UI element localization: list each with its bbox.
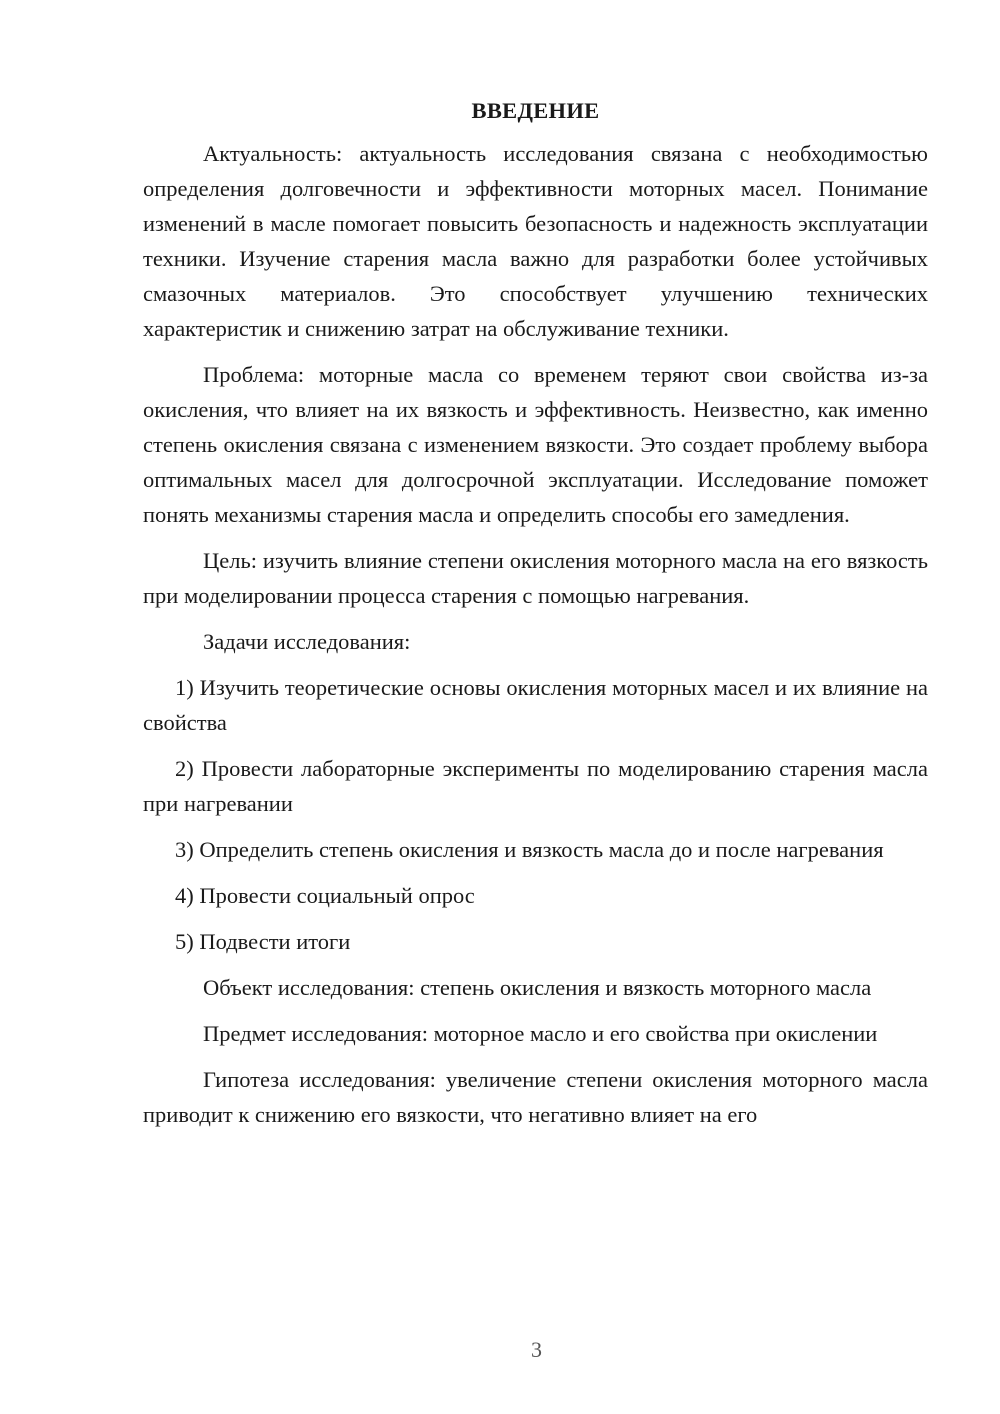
task-item-5: 5) Подвести итоги <box>175 929 351 954</box>
tasks-heading: Задачи исследования: <box>203 629 411 654</box>
paragraph-relevance: Актуальность: актуальность исследования связана с необходимостью определения долговечности и эффективности моторных масел. Понимание изменений в масле помогает повысить безопасность и надежность эксплуатации техники. Изучение старения масла важно для разработки более устойчивых смазочных материалов. Это способствует улучшению технических характеристик и снижению затрат на обслуживание техники. <box>143 141 928 341</box>
section-title: ВВЕДЕНИЕ <box>471 98 600 123</box>
paragraph-subject: Предмет исследования: моторное масло и его свойства при окислении <box>203 1021 878 1046</box>
task-item-1: 1) Изучить теоретические основы окисления моторных масел и их влияние на свойства <box>143 675 928 735</box>
paragraph-object: Объект исследования: степень окисления и вязкость моторного масла <box>203 975 872 1000</box>
task-item-3: 3) Определить степень окисления и вязкость масла до и после нагревания <box>175 837 884 862</box>
page-number: 3 <box>531 1337 542 1362</box>
page-content <box>143 93 928 1143</box>
paragraph-hypothesis: Гипотеза исследования: увеличение степени окисления моторного масла приводит к снижению его вязкости, что негативно влияет на его <box>143 1067 928 1127</box>
paragraph-problem: Проблема: моторные масла со временем теряют свои свойства из-за окисления, что влияет на их вязкость и эффективность. Неизвестно, как именно степень окисления связана с изменением вязкости. Это создает проблему выбора оптимальных масел для долгосрочной эксплуатации. Исследование поможет понять механизмы старения масла и определить способы его замедления. <box>143 362 928 527</box>
task-item-2: 2) Провести лабораторные эксперименты по моделированию старения масла при нагревании <box>143 756 928 816</box>
paragraph-goal: Цель: изучить влияние степени окисления моторного масла на его вязкость при моделировании процесса старения с помощью нагревания. <box>143 548 928 608</box>
task-item-4: 4) Провести социальный опрос <box>175 883 475 908</box>
